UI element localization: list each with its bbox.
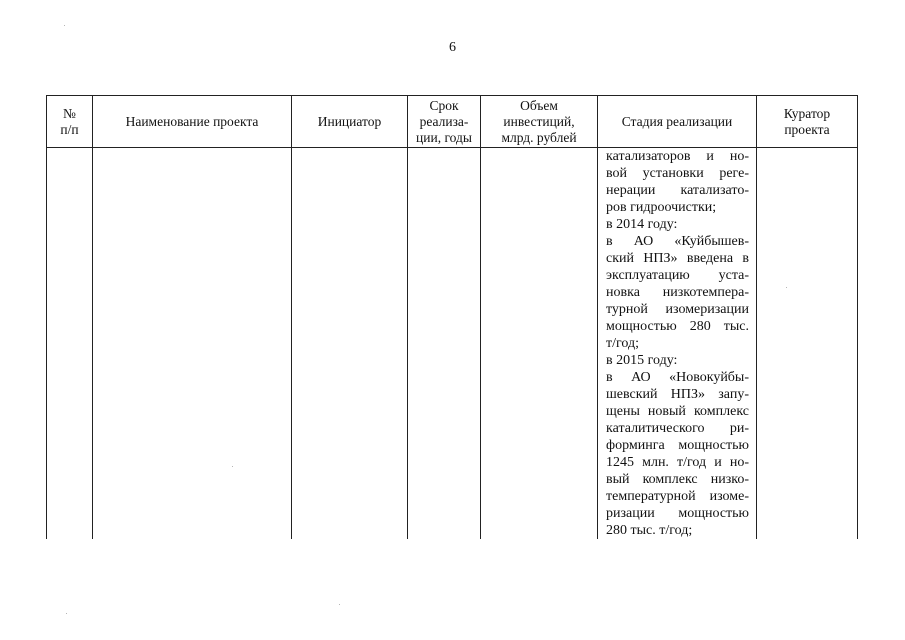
stage-text-line: вой установки реге- [606, 166, 749, 181]
stage-text-line: новка низкотемпера- [606, 285, 749, 300]
scan-speck [64, 25, 65, 26]
header-project-curator: Куратор проекта [757, 96, 858, 148]
cell-implementation-stage [598, 148, 757, 540]
header-initiator: Инициатор [292, 96, 408, 148]
projects-table [46, 95, 858, 539]
stage-text-line: т/год; [606, 336, 640, 351]
cell-investment-volume [481, 148, 598, 540]
scan-speck [786, 287, 787, 288]
cell-project-name [93, 148, 292, 540]
scan-speck [66, 613, 67, 614]
stage-text-line: 1245 млн. т/год и но- [606, 455, 749, 470]
stage-text-line: в АО «Куйбышев- [606, 234, 749, 249]
header-implementation-stage: Стадия реализации [598, 96, 757, 148]
stage-text-line: ров гидроочистки; [606, 200, 717, 215]
stage-text-line: в 2015 году: [606, 353, 678, 368]
cell-row-number [47, 148, 93, 540]
stage-text-line: в 2014 году: [606, 217, 678, 232]
stage-text-line: катализаторов и но- [606, 149, 749, 164]
cell-implementation-period [408, 148, 481, 540]
header-row-number: № п/п [47, 96, 93, 148]
cell-initiator [292, 148, 408, 540]
table-row [47, 148, 858, 540]
header-implementation-period: Срок реализа- ции, годы [408, 96, 481, 148]
scan-speck [339, 604, 340, 605]
stage-text-line: ризации мощностью [606, 506, 749, 521]
stage-text-line: эксплуатацию уста- [606, 268, 749, 283]
stage-text-line: форминга мощностью [606, 438, 749, 453]
table-header-row [47, 96, 858, 148]
scan-speck [232, 466, 233, 467]
stage-text-line: мощностью 280 тыс. [606, 319, 749, 334]
stage-text-line: вый комплекс низко- [606, 472, 749, 487]
stage-text-line: ский НПЗ» введена в [606, 251, 749, 266]
stage-text-line: температурной изоме- [606, 489, 749, 504]
stage-text-line: шевский НПЗ» запу- [606, 387, 749, 402]
page-number: 6 [449, 40, 456, 55]
stage-text-line: 280 тыс. т/год; [606, 523, 693, 538]
stage-text-line: щены новый комплекс [606, 404, 749, 419]
header-project-name: Наименование проекта [93, 96, 292, 148]
stage-text-line: нерации катализато- [606, 183, 749, 198]
header-investment-volume: Объем инвестиций, млрд. рублей [481, 96, 598, 148]
stage-text-line: в АО «Новокуйбы- [606, 370, 749, 385]
stage-text [606, 148, 749, 539]
cell-project-curator [757, 148, 858, 540]
stage-text-line: каталитического ри- [606, 421, 749, 436]
stage-text-line: турной изомеризации [606, 302, 749, 317]
